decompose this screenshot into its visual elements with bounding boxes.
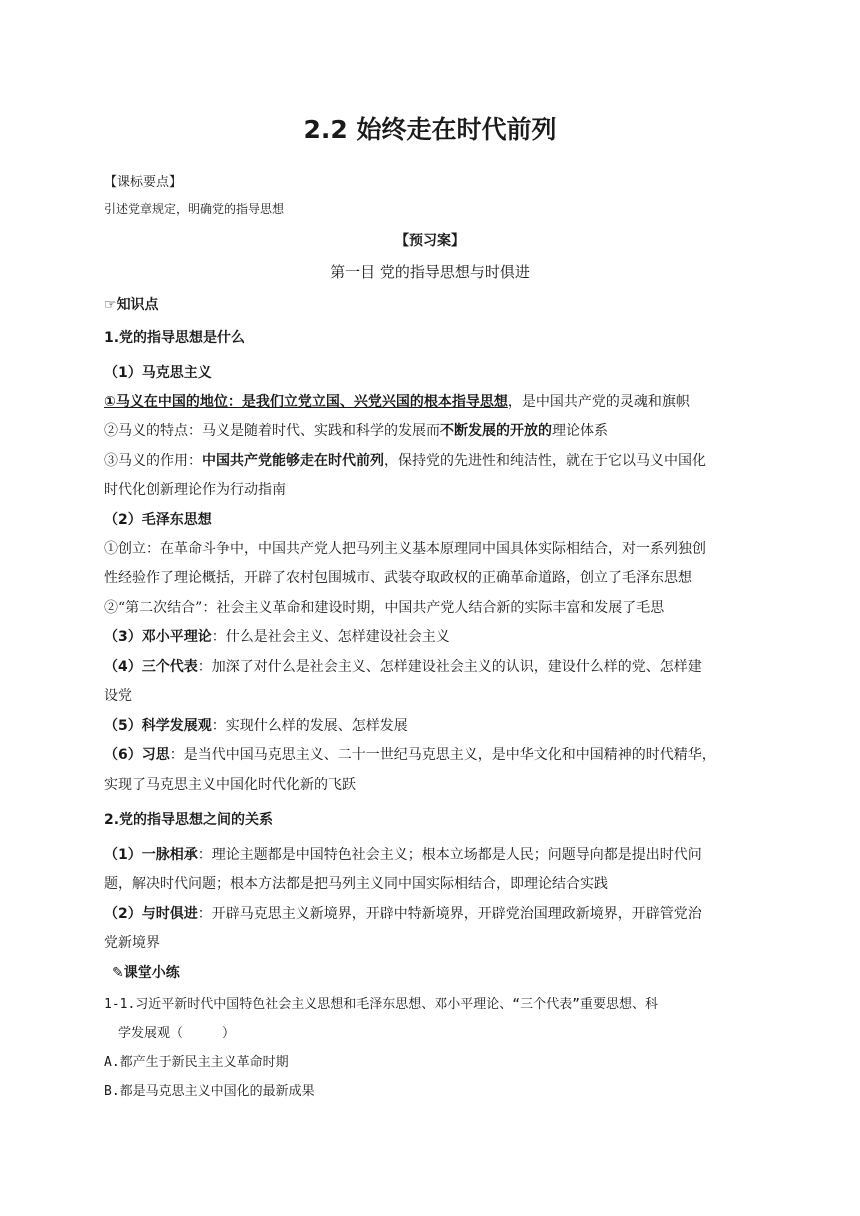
marxism-feature-text: ②马义的特点：马义是随着时代、实践和科学的发展而 [104, 423, 440, 439]
curriculum-text: 引述党章规定，明确党的指导思想 [104, 202, 285, 216]
continuity-label: （1）一脉相承 [104, 847, 198, 863]
three-represents-item [104, 656, 764, 678]
marxism-point-3-cont: 时代化创新理论作为行动指南 [104, 482, 286, 498]
curriculum-heading: 【课标要点】 [104, 175, 183, 190]
mao-point-1: ①创立：在革命斗争中，中国共产党人把马列主义基本原理同中国具体实际相结合，对一系列独创 [104, 541, 706, 557]
marxism-heading: （1）马克思主义 [104, 365, 212, 381]
preview-subheading: 第一目 党的指导思想与时俱进 [330, 263, 530, 281]
preview-heading: 【预习案】 [395, 233, 465, 249]
mao-heading: （2）毛泽东思想 [104, 512, 212, 528]
marxism-role-text: ，保持党的先进性和纯洁性，就在于它以马义中国化 [384, 453, 706, 469]
practice-question-cont: 学发展观（ ） [118, 1026, 236, 1041]
marxism-point-3 [104, 450, 764, 472]
practice-label-text: 课堂小练 [123, 965, 180, 981]
three-represents-cont: 设党 [104, 688, 132, 704]
advance-cont: 党新境界 [104, 935, 160, 951]
page-title: 2.2 始终走在时代前列 [303, 115, 557, 144]
marxism-point-1 [104, 391, 764, 413]
marxism-feature-bold: 不断发展的开放的 [440, 423, 552, 439]
three-represents-text: ：加深了对什么是社会主义、怎样建设社会主义的认识，建设什么样的党、怎样建 [197, 659, 702, 675]
mao-point-1-cont: 性经验作了理论概括，开辟了农村包围城市、武装夺取政权的正确革命道路，创立了毛泽东思想 [104, 570, 692, 586]
deng-label: （3）邓小平理论 [104, 629, 212, 645]
practice-question: 1-1.习近平新时代中国特色社会主义思想和毛泽东思想、邓小平理论、“三个代表”重要思想、科 [104, 997, 658, 1012]
advance-label: （2）与时俱进 [104, 906, 198, 922]
deng-item [104, 626, 764, 648]
scientific-outlook-text: ：实现什么样的发展、怎样发展 [211, 718, 408, 734]
section-1-heading: 1.党的指导思想是什么 [104, 330, 246, 346]
xi-thought-item [104, 744, 764, 766]
mao-point-2: ②“第二次结合”：社会主义革命和建设时期，中国共产党人结合新的实际丰富和发展了毛思 [104, 600, 665, 616]
three-represents-label: （4）三个代表 [104, 659, 198, 675]
xi-thought-cont: 实现了马克思主义中国化时代化新的飞跃 [104, 777, 356, 793]
xi-thought-text: ：是当代中国马克思主义、二十一世纪马克思主义，是中华文化和中国精神的时代精华， [169, 747, 716, 763]
advance-text: ：开辟马克思主义新境界，开辟中特新境界，开辟党治国理政新境界，开辟管党治 [197, 906, 702, 922]
continuity-item [104, 844, 764, 866]
marxism-role-label: ③马义的作用： [104, 453, 202, 469]
advance-item [104, 903, 764, 925]
marxism-feature-end: 理论体系 [552, 423, 608, 439]
marxism-point-2 [104, 420, 764, 442]
deng-text: ：什么是社会主义、怎样建设社会主义 [211, 629, 450, 645]
xi-thought-label: （6）习思 [104, 747, 170, 763]
section-2-heading: 2.党的指导思想之间的关系 [104, 812, 274, 828]
practice-label [112, 962, 772, 984]
option-a: A.都产生于新民主主义革命时期 [104, 1055, 289, 1070]
knowledge-label-text: 知识点 [116, 297, 159, 313]
continuity-cont: 题，解决时代问题；根本方法都是把马列主义同中国实际相结合，即理论结合实践 [104, 876, 608, 892]
marxism-status-rest: ，是中国共产党的灵魂和旗帜 [507, 394, 690, 410]
marxism-status-bold: ①马义在中国的地位：是我们立党立国、兴党兴国的根本指导思想 [104, 394, 508, 410]
scientific-outlook-label: （5）科学发展观 [104, 718, 212, 734]
pencil-icon: ✎ [112, 965, 124, 981]
continuity-text: ：理论主题都是中国特色社会主义；根本立场都是人民；问题导向都是提出时代问 [197, 847, 702, 863]
option-b: B.都是马克思主义中国化的最新成果 [104, 1084, 315, 1099]
scientific-outlook-item [104, 715, 764, 737]
pointing-hand-icon: ☞ [104, 297, 117, 313]
marxism-role-bold: 中国共产党能够走在时代前列 [202, 453, 384, 469]
knowledge-label [104, 294, 764, 316]
